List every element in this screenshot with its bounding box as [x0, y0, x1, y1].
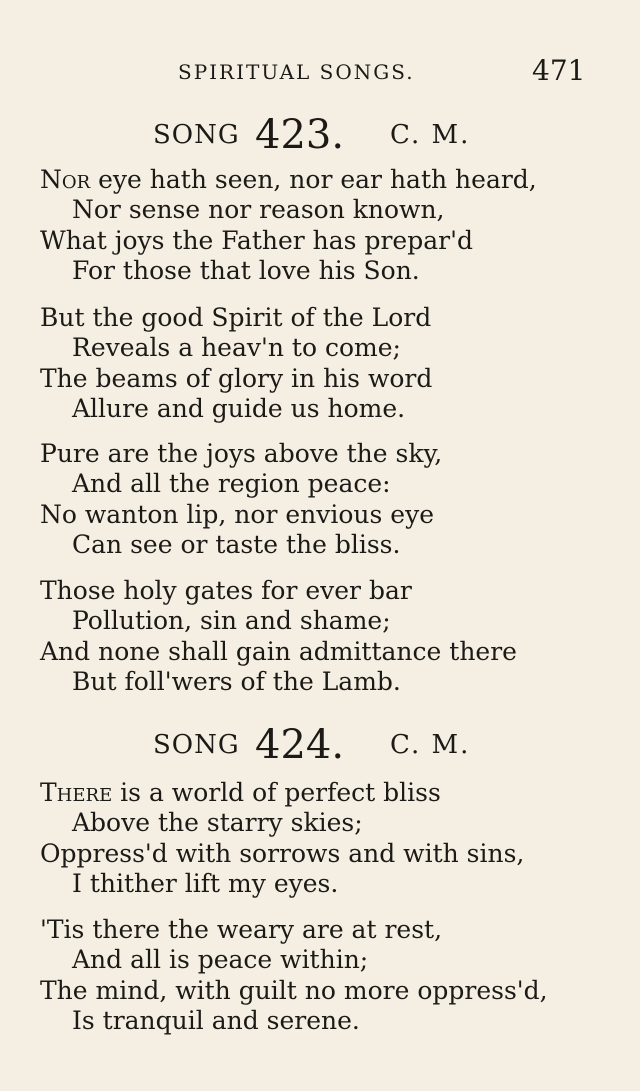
- song-number: 424.: [255, 722, 345, 768]
- verse-line: No wanton lip, nor envious eye: [40, 500, 435, 529]
- verse-line: For those that love his Son.: [72, 256, 420, 285]
- song-heading-423: [0, 112, 640, 160]
- verse-line: And all the region peace:: [72, 469, 391, 498]
- song-label: SONG: [153, 730, 240, 760]
- running-header: [0, 54, 640, 88]
- verse-line: The mind, with guilt no more oppress'd,: [40, 976, 548, 1005]
- song-meter: C. M.: [390, 120, 471, 150]
- verse-line: Nor sense nor reason known,: [72, 195, 445, 224]
- drop-word: There: [40, 778, 113, 807]
- verse-line: And none shall gain admittance there: [40, 637, 517, 666]
- verse-line: Can see or taste the bliss.: [72, 530, 401, 559]
- verse-line: Pollution, sin and shame;: [72, 606, 391, 635]
- verse-line: What joys the Father has prepar'd: [40, 226, 473, 255]
- verse-line: But foll'wers of the Lamb.: [72, 667, 401, 696]
- verse-line: Pure are the joys above the sky,: [40, 439, 443, 468]
- verse-line: Those holy gates for ever bar: [40, 576, 412, 605]
- page-number: 471: [532, 54, 586, 87]
- verse-line: Is tranquil and serene.: [72, 1006, 360, 1035]
- verse-line: Above the starry skies;: [72, 808, 363, 837]
- verse-line: There is a world of perfect bliss: [40, 778, 441, 807]
- verse-line: 'Tis there the weary are at rest,: [40, 915, 443, 944]
- verse-line: And all is peace within;: [72, 945, 369, 974]
- verse-line: I thither lift my eyes.: [72, 869, 339, 898]
- verse-line: But the good Spirit of the Lord: [40, 303, 432, 332]
- verse-line: Oppress'd with sorrows and with sins,: [40, 839, 525, 868]
- verse-line: Allure and guide us home.: [72, 394, 406, 423]
- verse-line: The beams of glory in his word: [40, 364, 433, 393]
- song-heading-424: [0, 722, 640, 770]
- running-title: SPIRITUAL SONGS.: [178, 60, 415, 84]
- song-label: SONG: [153, 120, 240, 150]
- song-number: 423.: [255, 112, 345, 158]
- verse-line: Reveals a heav'n to come;: [72, 333, 401, 362]
- verse-line: Nor eye hath seen, nor ear hath heard,: [40, 165, 537, 194]
- song-meter: C. M.: [390, 730, 471, 760]
- drop-word: Nor: [40, 165, 91, 194]
